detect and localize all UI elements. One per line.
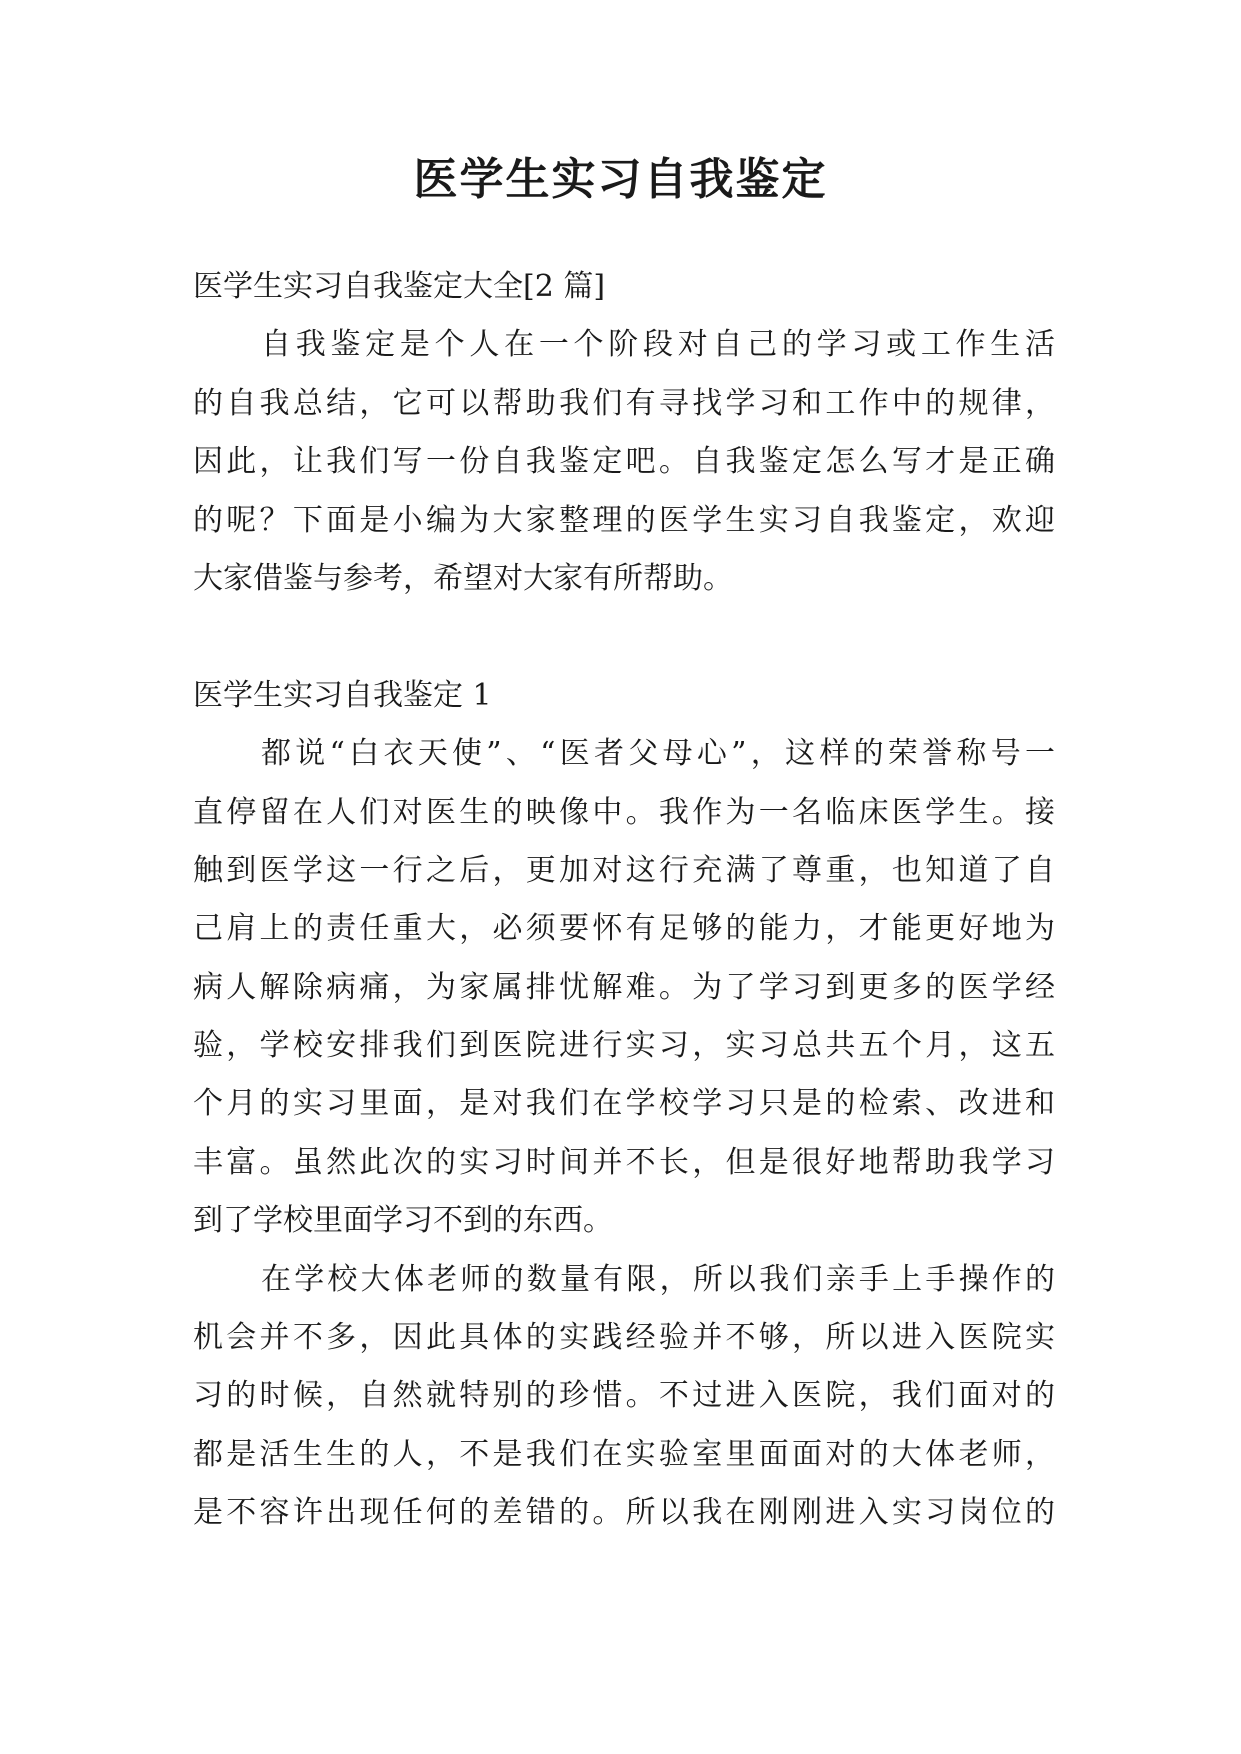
document-title: 医学生实习自我鉴定 [413,154,828,205]
document-subtitle: 医学生实习自我鉴定大全[2 篇] [193,269,606,304]
paragraph-line: 到了学校里面学习不到的东西。 [193,1203,613,1239]
paragraph-line: 习的时候，自然就特别的珍惜。不过进入医院，我们面对的 [193,1378,1055,1414]
section1-paragraph-2 [193,1251,1055,1543]
section1-paragraph-1 [193,725,1055,1251]
document-body [193,258,1055,1543]
paragraph-line: 病人解除病痛，为家属排忧解难。为了学习到更多的医学经 [193,969,1055,1005]
paragraph-line: 在学校大体老师的数量有限，所以我们亲手上手操作的 [261,1261,1055,1297]
paragraph-line: 触到医学这一行之后，更加对这行充满了尊重，也知道了自 [193,852,1055,888]
paragraph-line: 直停留在人们对医生的映像中。我作为一名临床医学生。接 [193,794,1055,830]
section-heading: 医学生实习自我鉴定 1 [193,677,492,713]
paragraph-line: 丰富。虽然此次的实习时间并不长，但是很好地帮助我学习 [193,1144,1055,1180]
paragraph-line: 机会并不多，因此具体的实践经验并不够，所以进入医院实 [193,1320,1055,1356]
paragraph-line: 己肩上的责任重大，必须要怀有足够的能力，才能更好地为 [193,911,1055,947]
paragraph-line: 个月的实习里面，是对我们在学校学习只是的检索、改进和 [193,1086,1055,1122]
paragraph-line: 的呢？下面是小编为大家整理的医学生实习自我鉴定，欢迎 [193,502,1055,538]
paragraph-line: 因此，让我们写一份自我鉴定吧。自我鉴定怎么写才是正确 [193,444,1055,480]
paragraph-line: 自我鉴定是个人在一个阶段对自己的学习或工作生活 [261,327,1055,363]
paragraph-line: 都说“白衣天使”、“医者父母心”，这样的荣誉称号一 [261,736,1055,772]
paragraph-line: 大家借鉴与参考，希望对大家有所帮助。 [193,560,733,596]
paragraph-line: 的自我总结，它可以帮助我们有寻找学习和工作中的规律， [193,385,1055,421]
paragraph-line: 都是活生生的人，不是我们在实验室里面面对的大体老师， [193,1436,1055,1472]
blank-line [193,608,1055,666]
intro-paragraph [193,316,1055,608]
paragraph-line: 是不容许出现任何的差错的。所以我在刚刚进入实习岗位的 [193,1495,1055,1531]
paragraph-line: 验，学校安排我们到医院进行实习，实习总共五个月，这五 [193,1028,1055,1064]
